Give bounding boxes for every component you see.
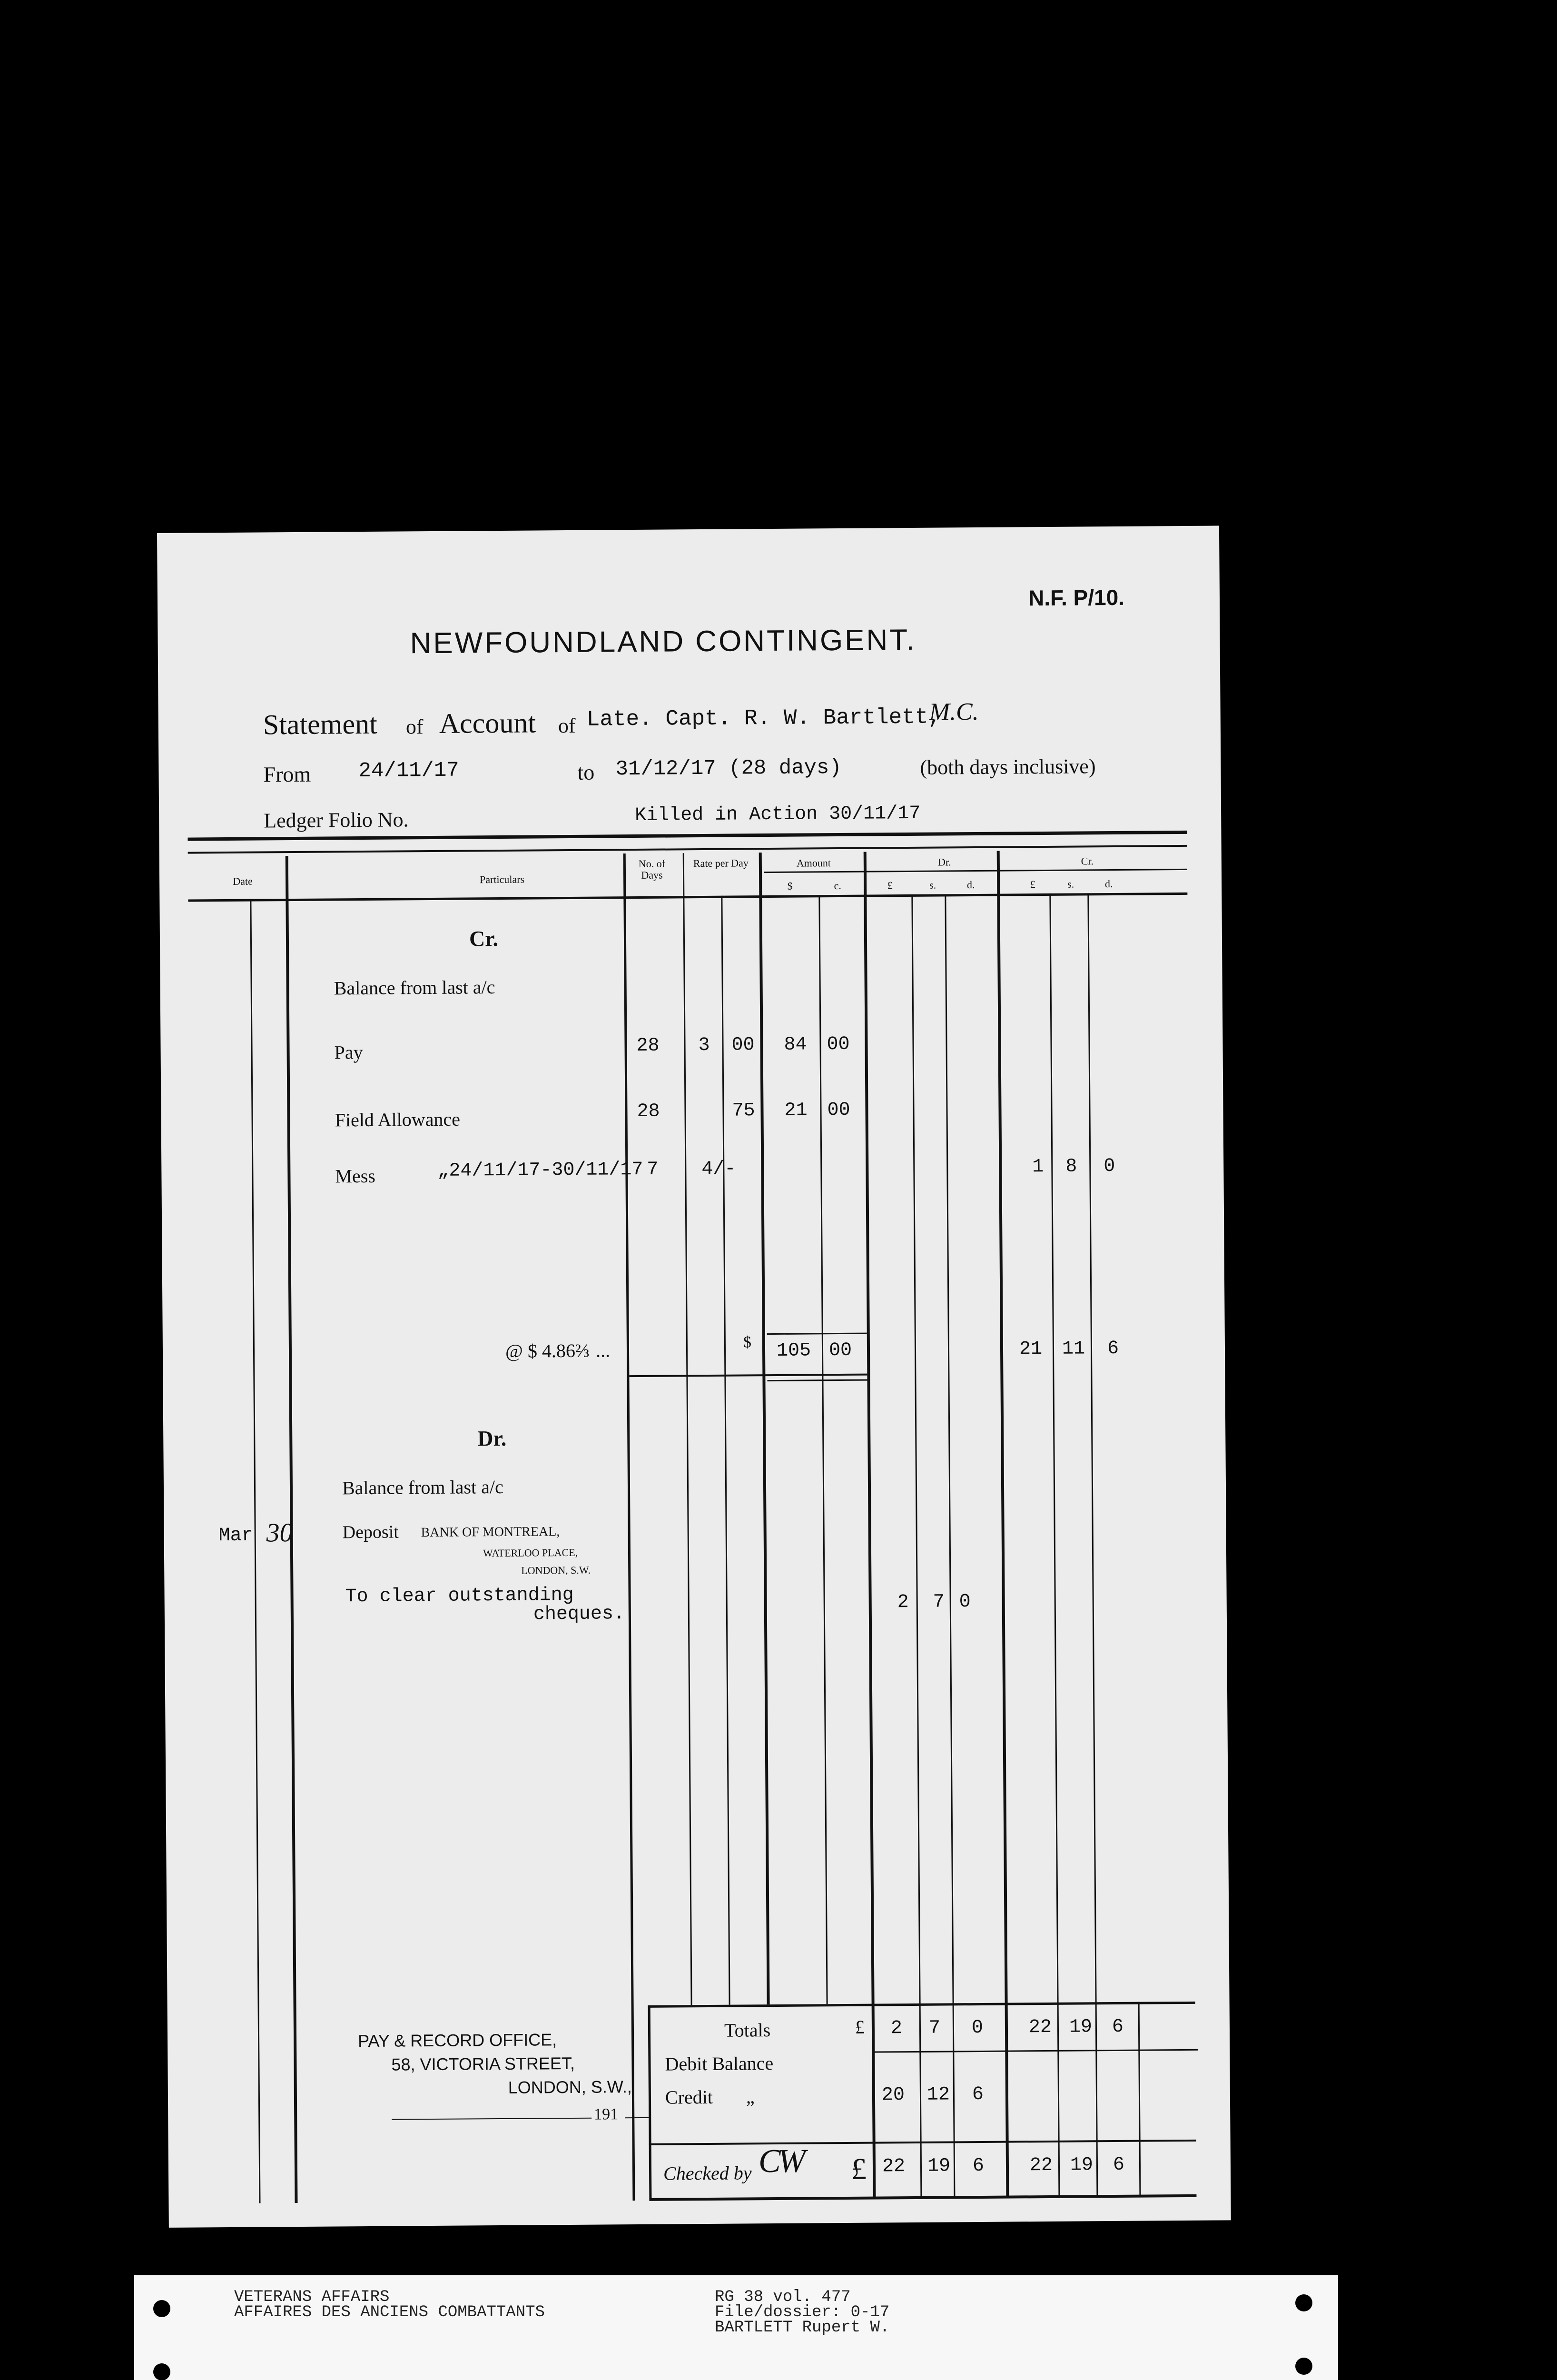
bank-address-2: LONDON, S.W. xyxy=(521,1564,591,1577)
date-rule-right xyxy=(625,2117,649,2118)
mess-rate: 4/- xyxy=(701,1158,736,1180)
rule-rate xyxy=(759,853,770,2004)
field-allowance-label: Field Allowance xyxy=(335,1108,461,1131)
col-cr-pound: £ xyxy=(1030,878,1035,891)
col-days xyxy=(628,858,676,881)
rule-amount xyxy=(864,852,876,2199)
mess-cr-pence: 0 xyxy=(1104,1155,1115,1178)
col-dr: Dr. xyxy=(938,856,951,868)
office-line-1: PAY & RECORD OFFICE, xyxy=(357,2030,557,2051)
field-days: 28 xyxy=(637,1101,660,1122)
totals-cr-pence: 6 xyxy=(1112,2016,1124,2038)
exchange-rule-top xyxy=(767,1333,867,1335)
exchange-amount-cents: 00 xyxy=(828,1339,852,1362)
deposit-month: Mar xyxy=(218,1525,253,1547)
from-label: From xyxy=(263,762,311,787)
punch-hole-left-2 xyxy=(153,2363,170,2380)
dr-balance-label: Balance from last a/c xyxy=(342,1476,503,1499)
col-amount: Amount xyxy=(796,857,831,869)
archive-card xyxy=(134,2275,1338,2380)
col-cr: Cr. xyxy=(1081,855,1094,867)
exchange-cr-pounds: 21 xyxy=(1019,1339,1043,1360)
mess-cr-pounds: 1 xyxy=(1032,1156,1044,1178)
totals-pound-sign: £ xyxy=(855,2016,865,2038)
pay-amount-cents: 00 xyxy=(827,1033,850,1056)
date-rule-left xyxy=(392,2118,591,2120)
statement-label: Statement xyxy=(263,708,377,741)
totals-dr-pounds: 2 xyxy=(890,2018,903,2040)
bank-name: BANK OF MONTREAL, xyxy=(421,1524,560,1540)
final-dr-shillings: 19 xyxy=(927,2155,951,2177)
exchange-rate: @ $ 4.86⅔ xyxy=(505,1339,590,1362)
col-cr-shilling: s. xyxy=(1067,878,1074,890)
punch-hole-left-1 xyxy=(153,2300,170,2317)
mess-days: 7 xyxy=(647,1159,659,1180)
clear-line-1: To clear outstanding xyxy=(345,1584,574,1608)
col-particulars: Particulars xyxy=(479,873,525,886)
debit-balance-label: Debit Balance xyxy=(665,2053,774,2075)
checked-by-label: Checked by xyxy=(663,2162,752,2184)
col-rate-label: Rate per Day xyxy=(693,857,749,870)
rule-days xyxy=(683,853,692,2005)
col-cr-pence: d. xyxy=(1104,877,1113,890)
column-header-bottom xyxy=(188,892,1187,902)
dr-heading: Dr. xyxy=(477,1426,507,1451)
pay-rate-dollars: 3 xyxy=(698,1034,710,1057)
rule-rate-inner xyxy=(721,896,730,2005)
totals-box-bottom xyxy=(649,2194,1196,2201)
inclusive-note: (both days inclusive) xyxy=(920,754,1096,779)
exchange-cr-shillings: 11 xyxy=(1062,1338,1085,1360)
to-date: 31/12/17 (28 days) xyxy=(615,755,842,782)
killed-note: Killed in Action 30/11/17 xyxy=(635,803,921,827)
mess-cr-shillings: 8 xyxy=(1065,1156,1077,1178)
pay-rate-cents: 00 xyxy=(731,1034,755,1056)
account-label: Account xyxy=(439,707,536,739)
checked-signature: CW xyxy=(758,2142,803,2180)
from-date: 24/11/17 xyxy=(358,758,459,783)
final-pound-sign: £ xyxy=(851,2152,867,2186)
punch-hole-right-1 xyxy=(1295,2294,1312,2311)
bank-address-1: WATERLOO PLACE, xyxy=(483,1546,578,1559)
totals-dr-shillings: 7 xyxy=(928,2017,941,2039)
col-date: Date xyxy=(233,875,253,887)
col-rate xyxy=(688,857,754,869)
rule-particulars xyxy=(623,853,635,2201)
col-days-label: No. of Days xyxy=(638,857,666,881)
col-dr-pound: £ xyxy=(887,879,893,892)
totals-dr-pence: 0 xyxy=(971,2017,984,2039)
rule-amount-inner xyxy=(818,895,828,2004)
totals-rule-cr-end xyxy=(1138,2002,1141,2197)
mess-period: „24/11/17-30/11/17 xyxy=(437,1159,643,1182)
col-dr-shilling: s. xyxy=(929,879,936,891)
credit-ditto: „ xyxy=(746,2086,755,2108)
totals-row-rule xyxy=(874,2049,1198,2053)
field-amount-dollars: 21 xyxy=(784,1100,808,1121)
clear-line-2: cheques. xyxy=(533,1603,625,1626)
column-header-top xyxy=(188,845,1187,854)
exchange-rule xyxy=(629,1374,867,1377)
deposit-dr-pence: 0 xyxy=(959,1591,971,1613)
exchange-dollar-sign: $ xyxy=(743,1333,752,1351)
of-label-2: of xyxy=(558,714,576,738)
col-amount-dollar: $ xyxy=(787,880,793,892)
rule-dr xyxy=(997,851,1009,2198)
credit-pence: 6 xyxy=(972,2083,984,2106)
ledger-label: Ledger Folio No. xyxy=(264,808,409,833)
field-amount-cents: 00 xyxy=(827,1099,850,1121)
exchange-rule-double xyxy=(767,1379,867,1381)
of-label-1: of xyxy=(405,715,424,739)
totals-label: Totals xyxy=(724,2019,771,2041)
pay-label: Pay xyxy=(334,1041,363,1063)
office-year: 191 xyxy=(594,2105,619,2123)
totals-box-left xyxy=(648,2005,652,2201)
col-amount-cents: c. xyxy=(834,879,841,892)
form-title: NEWFOUNDLAND CONTINGENT. xyxy=(410,623,916,660)
cr-heading: Cr. xyxy=(469,926,499,951)
to-label: to xyxy=(577,760,595,784)
pay-days: 28 xyxy=(636,1035,660,1057)
card-reference: RG 38 vol. 477 File/dossier: 0-17 BARTLETT Rupert W. xyxy=(715,2288,890,2337)
totals-cr-pounds: 22 xyxy=(1028,2016,1052,2039)
deposit-dr-shillings: 7 xyxy=(933,1591,945,1613)
field-rate-cents: 75 xyxy=(732,1100,755,1122)
deposit-label: Deposit xyxy=(342,1522,399,1543)
cr-balance-label: Balance from last a/c xyxy=(334,976,495,999)
rule-date-inner xyxy=(250,899,260,2203)
exchange-amount-dollars: 105 xyxy=(776,1340,811,1362)
credit-label: Credit xyxy=(665,2086,713,2108)
exchange-dots: ... xyxy=(595,1339,611,1361)
totals-cr-shillings: 19 xyxy=(1069,2016,1093,2038)
form-code: N.F. P/10. xyxy=(1028,585,1125,611)
punch-hole-right-2 xyxy=(1295,2358,1312,2375)
final-cr-pence: 6 xyxy=(1113,2154,1125,2176)
final-dr-pounds: 22 xyxy=(882,2156,906,2178)
totals-box-mid xyxy=(649,2140,1196,2145)
exchange-cr-pence: 6 xyxy=(1107,1338,1119,1360)
name-suffix: M.C. xyxy=(929,698,979,726)
mess-label: Mess xyxy=(335,1165,376,1187)
card-agency: VETERANS AFFAIRS AFFAIRES DES ANCIENS COMBATTANTS xyxy=(234,2288,545,2321)
col-dr-pence: d. xyxy=(966,879,975,891)
deposit-dr-pounds: 2 xyxy=(897,1592,909,1614)
office-line-3: LONDON, S.W., xyxy=(508,2077,632,2097)
document-page xyxy=(157,526,1231,2227)
final-dr-pence: 6 xyxy=(972,2155,985,2177)
credit-pounds: 20 xyxy=(881,2084,905,2106)
office-line-2: 58, VICTORIA STREET, xyxy=(391,2053,575,2074)
credit-shillings: 12 xyxy=(926,2084,950,2106)
pay-amount-dollars: 84 xyxy=(784,1034,807,1056)
column-header-sub xyxy=(764,869,1187,873)
final-cr-pounds: 22 xyxy=(1029,2154,1053,2177)
deposit-day: 30 xyxy=(266,1518,293,1548)
final-cr-shillings: 19 xyxy=(1070,2154,1094,2176)
account-name: Late. Capt. R. W. Bartlett, xyxy=(586,704,942,732)
